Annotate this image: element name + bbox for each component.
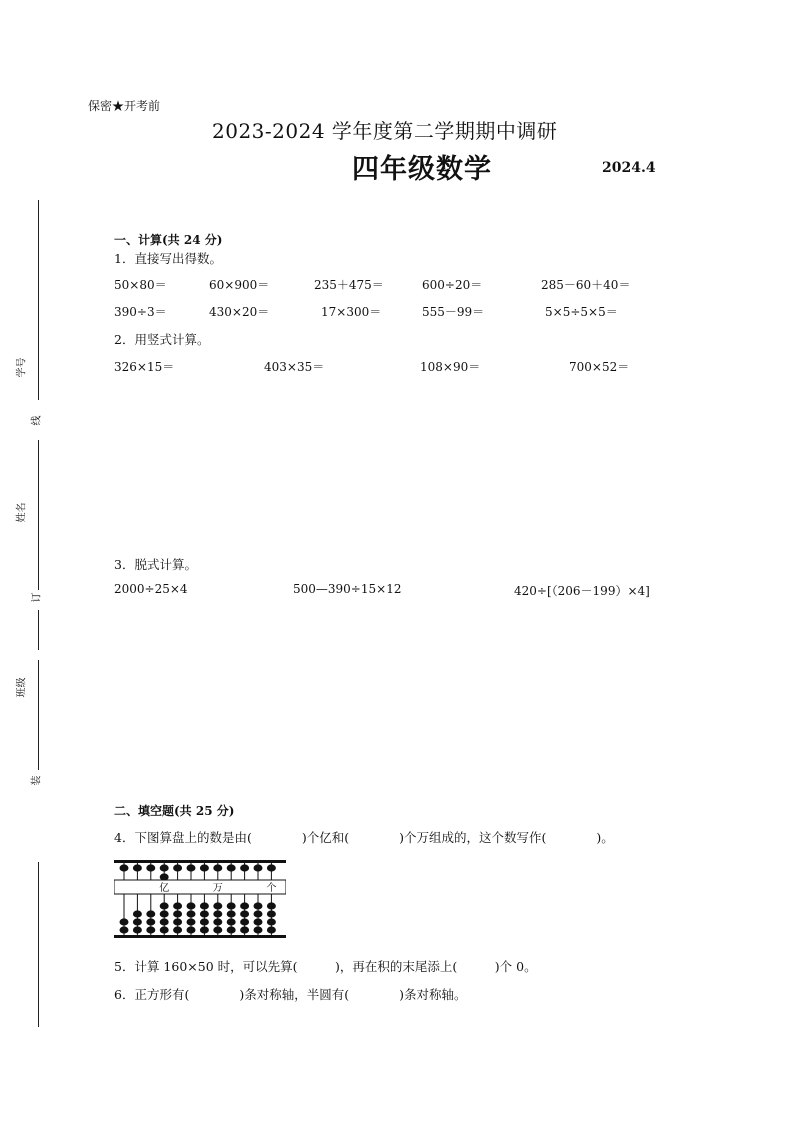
abacus-lower-bead — [133, 926, 142, 933]
name-label: 姓名 — [16, 502, 28, 523]
q2-label: 2．用竖式计算。 — [114, 332, 210, 347]
abacus-lower-bead — [160, 926, 169, 933]
abacus-lower-bead — [160, 918, 169, 925]
abacus-lower-bead — [200, 926, 209, 933]
q2-expr: 403×35＝ — [264, 360, 325, 374]
abacus-upper-bead — [200, 864, 209, 871]
abacus-lower-bead — [267, 918, 276, 925]
abacus-lower-bead — [267, 902, 276, 909]
binding-line-5 — [38, 660, 39, 770]
abacus-lower-bead — [160, 902, 169, 909]
binding-line-2 — [38, 440, 39, 550]
abacus-beam — [114, 880, 286, 894]
binding-line-3 — [38, 550, 39, 590]
q1-expr: 430×20＝ — [209, 305, 270, 319]
student-no-label: 学号 — [16, 357, 28, 378]
abacus-upper-bead — [213, 864, 222, 871]
abacus-lower-bead — [187, 918, 196, 925]
abacus-lower-bead — [254, 902, 263, 909]
abacus-lower-bead — [160, 910, 169, 917]
abacus-lower-bead — [240, 910, 249, 917]
q1-expr: 390÷3＝ — [114, 305, 167, 319]
confidential-mark: 保密★开考前 — [88, 99, 161, 113]
abacus-upper-bead — [120, 864, 129, 871]
abacus-lower-bead — [213, 918, 222, 925]
abacus-lower-bead — [146, 910, 155, 917]
line-mark: 线 — [31, 415, 43, 426]
abacus-lower-bead — [227, 910, 236, 917]
abacus-lower-bead — [173, 918, 182, 925]
q5-text: 5．计算 160×50 时，可以先算( )，再在积的末尾添上( )个 0。 — [114, 959, 537, 974]
abacus-lower-bead — [200, 902, 209, 909]
abacus-lower-bead — [227, 902, 236, 909]
exam-date: 2024.4 — [602, 160, 656, 176]
abacus-place-label: 亿 — [159, 883, 170, 894]
abacus-lower-bead — [133, 918, 142, 925]
abacus-upper-bead — [160, 873, 169, 880]
abacus-lower-bead — [173, 910, 182, 917]
abacus-lower-bead — [213, 926, 222, 933]
abacus-frame-bottom — [114, 935, 286, 938]
abacus-place-label: 个 — [266, 883, 277, 894]
q1-expr: 600÷20＝ — [422, 278, 483, 292]
q2-expr: 108×90＝ — [420, 360, 481, 374]
binding-line-1 — [38, 200, 39, 400]
q1-expr: 50×80＝ — [114, 278, 167, 292]
bind-mark: 装 — [31, 775, 43, 786]
abacus-lower-bead — [133, 910, 142, 917]
q2-expr: 326×15＝ — [114, 360, 175, 374]
abacus-upper-bead — [267, 864, 276, 871]
abacus-lower-bead — [213, 902, 222, 909]
q1-expr: 17×300＝ — [321, 305, 382, 319]
abacus-upper-bead — [146, 864, 155, 871]
abacus-lower-bead — [187, 910, 196, 917]
q4-text: 4．下图算盘上的数是由( )个亿和( )个万组成的，这个数写作( )。 — [114, 830, 614, 845]
abacus-lower-bead — [146, 918, 155, 925]
q3-expr: 500—390÷15×12 — [293, 582, 402, 596]
abacus-upper-bead — [254, 864, 263, 871]
abacus-lower-bead — [173, 902, 182, 909]
q1-expr: 235＋475＝ — [314, 278, 384, 292]
abacus-lower-bead — [227, 918, 236, 925]
abacus-lower-bead — [267, 910, 276, 917]
abacus-lower-bead — [267, 926, 276, 933]
q1-expr: 555－99＝ — [422, 305, 485, 319]
section2-heading: 二、填空题(共 25 分) — [114, 804, 235, 818]
abacus-lower-bead — [200, 910, 209, 917]
section1-heading: 一、计算(共 24 分) — [114, 233, 223, 247]
abacus-figure — [114, 860, 286, 940]
abacus-upper-bead — [227, 864, 236, 871]
abacus-lower-bead — [173, 926, 182, 933]
abacus-lower-bead — [213, 910, 222, 917]
abacus-frame-top — [114, 860, 286, 863]
exam-title: 2023-2024 学年度第二学期期中调研 — [212, 119, 558, 143]
q6-text: 6．正方形有( )条对称轴，半圆有( )条对称轴。 — [114, 987, 467, 1002]
abacus-lower-bead — [120, 918, 129, 925]
q3-expr: 420÷[（206－199）×4] — [514, 584, 650, 598]
abacus-lower-bead — [120, 926, 129, 933]
abacus-lower-bead — [254, 926, 263, 933]
q1-expr: 5×5÷5×5＝ — [545, 305, 618, 319]
q1-expr: 60×900＝ — [209, 278, 270, 292]
abacus-place-label: 万 — [212, 883, 223, 894]
q1-expr: 285－60＋40＝ — [541, 278, 631, 292]
abacus-upper-bead — [173, 864, 182, 871]
abacus-lower-bead — [146, 926, 155, 933]
abacus-lower-bead — [240, 902, 249, 909]
binding-line-4 — [38, 610, 39, 650]
class-label: 班级 — [16, 677, 28, 698]
abacus-lower-bead — [187, 902, 196, 909]
abacus-upper-bead — [133, 864, 142, 871]
abacus-upper-bead — [160, 864, 169, 871]
q3-expr: 2000÷25×4 — [114, 582, 188, 596]
exam-subject: 四年级数学 — [352, 154, 492, 185]
q1-label: 1．直接写出得数。 — [114, 251, 222, 266]
abacus-lower-bead — [227, 926, 236, 933]
order-mark: 订 — [31, 592, 43, 603]
abacus-lower-bead — [187, 926, 196, 933]
q3-label: 3．脱式计算。 — [114, 557, 197, 572]
abacus-lower-bead — [240, 926, 249, 933]
abacus-upper-bead — [240, 864, 249, 871]
abacus-lower-bead — [240, 918, 249, 925]
abacus-lower-bead — [254, 918, 263, 925]
q2-expr: 700×52＝ — [569, 360, 630, 374]
binding-line-6 — [38, 862, 39, 1027]
abacus-upper-bead — [187, 864, 196, 871]
abacus-lower-bead — [200, 918, 209, 925]
abacus-lower-bead — [254, 910, 263, 917]
